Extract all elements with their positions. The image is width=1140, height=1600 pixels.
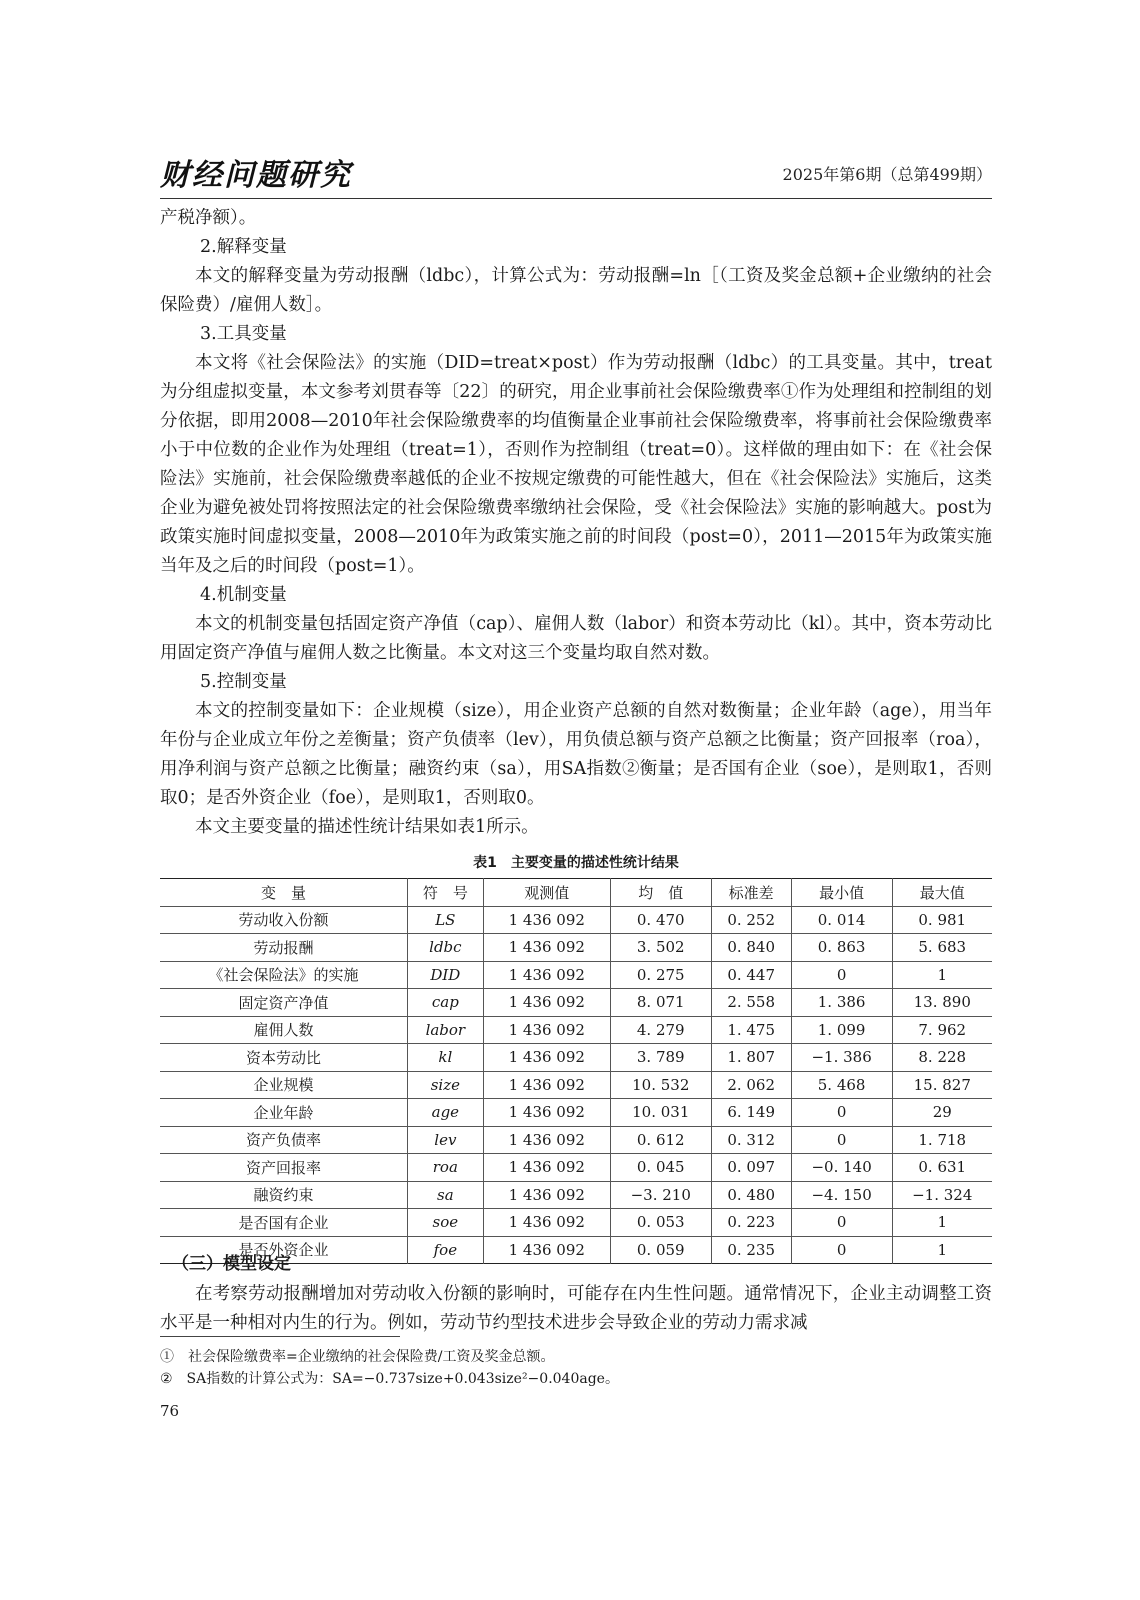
subsection-heading: 2.解释变量 — [200, 237, 287, 257]
table-cell: 1 436 092 — [483, 1236, 610, 1264]
table-cell: 1 — [892, 1236, 992, 1264]
table-cell: 0. 014 — [791, 906, 892, 934]
issue-info: 2025年第6期（总第499期） — [782, 165, 992, 184]
descriptive-stats-table — [160, 878, 992, 1264]
subsection-heading: 4.机制变量 — [200, 585, 287, 605]
paragraph: 本文的控制变量如下：企业规模（size），用企业资产总额的自然对数衡量；企业年龄（age），用当年年份与企业成立年份之差衡量；资产负债率（lev），用负债总额与资产总额之比衡量；资产回报率（roa），用净利润与资产总额之比衡量；融资约束（sa），用SA指数②衡量；是否国有企业（soe），是则取1，否则取0；是否外资企业（foe），是则取1，否则取0。 — [160, 701, 992, 808]
table-cell: 0. 447 — [711, 961, 791, 989]
table-cell: 0. 059 — [610, 1236, 711, 1264]
table-row — [160, 989, 992, 1017]
table-cell: 0. 631 — [892, 1154, 992, 1182]
table-cell: 资产负债率 — [160, 1126, 408, 1154]
table-cell: 4. 279 — [610, 1016, 711, 1044]
table-cell: 1 436 092 — [483, 1181, 610, 1209]
table-cell: 1 436 092 — [483, 934, 610, 962]
table-cell: 0. 053 — [610, 1209, 711, 1237]
body-text — [160, 204, 992, 842]
table-cell: 劳动收入份额 — [160, 906, 408, 934]
table-cell: age — [408, 1099, 484, 1127]
table-cell: 1. 386 — [791, 989, 892, 1017]
stats-table-block — [160, 852, 992, 1264]
table-cell: 是否国有企业 — [160, 1209, 408, 1237]
footnotes — [160, 1346, 619, 1390]
section-paragraph: 在考察劳动报酬增加对劳动收入份额的影响时，可能存在内生性问题。通常情况下，企业主动调整工资水平是一种相对内生的行为。例如，劳动节约型技术进步会导致企业的劳动力需求减 — [160, 1284, 992, 1333]
table-cell: 0 — [791, 1236, 892, 1264]
table-cell: 0. 045 — [610, 1154, 711, 1182]
column-header: 变 量 — [160, 879, 408, 907]
journal-logo: 财经问题研究 — [160, 158, 352, 193]
table-cell: 资本劳动比 — [160, 1044, 408, 1072]
table-row — [160, 1071, 992, 1099]
footnote: ① 社会保险缴费率=企业缴纳的社会保险费/工资及奖金总额。 — [160, 1349, 555, 1365]
table-cell: 资产回报率 — [160, 1154, 408, 1182]
column-header: 符 号 — [408, 879, 484, 907]
table-cell: foe — [408, 1236, 484, 1264]
paragraph: 本文将《社会保险法》的实施（DID=treat×post）作为劳动报酬（ldbc）的工具变量。其中，treat为分组虚拟变量，本文参考刘贯春等〔22〕的研究，用企业事前社会保险缴费率①作为处理组和控制组的划分依据，即用2008—2010年社会保险缴费率的均值衡量企业事前社会保险缴费率，将事前社会保险缴费率小于中位数的企业作为处理组（treat=1），否则作为控制组（treat=0）。这样做的理由如下：在《社会保险法》实施前，社会保险缴费率越低的企业不按规定缴费的可能性越大，但在《社会保险法》实施后，这类企业为避免被处罚将按照法定的社会保险缴费率缴纳社会保险，受《社会保险法》实施的影响越大。post为政策实施时间虚拟变量，2008—2010年为政策实施之前的时间段（post=0），2011—2015年为政策实施当年及之后的时间段（post=1）。 — [160, 353, 992, 576]
column-header: 标准差 — [711, 879, 791, 907]
footnote: ② SA指数的计算公式为：SA=−0.737size+0.043size²−0.040age。 — [160, 1371, 619, 1387]
table-cell: 15. 827 — [892, 1071, 992, 1099]
table-cell: 8. 071 — [610, 989, 711, 1017]
table-cell: 1 436 092 — [483, 1044, 610, 1072]
table-cell: 1. 099 — [791, 1016, 892, 1044]
table-cell: 3. 789 — [610, 1044, 711, 1072]
table-cell: 10. 031 — [610, 1099, 711, 1127]
column-header: 最小值 — [791, 879, 892, 907]
table-cell: 0. 480 — [711, 1181, 791, 1209]
table-cell: −3. 210 — [610, 1181, 711, 1209]
footnote-rule — [160, 1336, 400, 1337]
table-cell: 13. 890 — [892, 989, 992, 1017]
table-row — [160, 1099, 992, 1127]
table-cell: 固定资产净值 — [160, 989, 408, 1017]
table-cell: 企业年龄 — [160, 1099, 408, 1127]
table-cell: 0. 235 — [711, 1236, 791, 1264]
table-row — [160, 1181, 992, 1209]
column-header: 最大值 — [892, 879, 992, 907]
table-cell: DID — [408, 961, 484, 989]
table-cell: 0. 840 — [711, 934, 791, 962]
table-cell: 1 436 092 — [483, 961, 610, 989]
table-cell: roa — [408, 1154, 484, 1182]
column-header: 均 值 — [610, 879, 711, 907]
paragraph: 本文主要变量的描述性统计结果如表1所示。 — [195, 817, 539, 837]
table-row — [160, 1044, 992, 1072]
table-cell: ldbc — [408, 934, 484, 962]
table-cell: 1 436 092 — [483, 1071, 610, 1099]
table-cell: 0. 097 — [711, 1154, 791, 1182]
table-cell: 0. 223 — [711, 1209, 791, 1237]
subsection-heading: 3.工具变量 — [200, 324, 287, 344]
table-cell: 0. 863 — [791, 934, 892, 962]
table-cell: 是否外资企业 — [160, 1236, 408, 1264]
table-cell: 1 436 092 — [483, 989, 610, 1017]
table-row — [160, 1209, 992, 1237]
table-cell: 2. 558 — [711, 989, 791, 1017]
table-cell: 1 436 092 — [483, 906, 610, 934]
table-cell: 0. 252 — [711, 906, 791, 934]
table-cell: 雇佣人数 — [160, 1016, 408, 1044]
table-cell: lev — [408, 1126, 484, 1154]
paragraph: 产税净额）。 — [160, 208, 257, 228]
table-cell: 2. 062 — [711, 1071, 791, 1099]
table-cell: 融资约束 — [160, 1181, 408, 1209]
table-cell: 1. 718 — [892, 1126, 992, 1154]
table-cell: −1. 324 — [892, 1181, 992, 1209]
table-cell: 劳动报酬 — [160, 934, 408, 962]
paragraph: 本文的机制变量包括固定资产净值（cap）、雇佣人数（labor）和资本劳动比（kl）。其中，资本劳动比用固定资产净值与雇佣人数之比衡量。本文对这三个变量均取自然对数。 — [160, 614, 992, 663]
table-cell: 5. 683 — [892, 934, 992, 962]
table-cell: −4. 150 — [791, 1181, 892, 1209]
table-cell: 1. 807 — [711, 1044, 791, 1072]
table-cell: 1 — [892, 1209, 992, 1237]
table-cell: 3. 502 — [610, 934, 711, 962]
table-cell: LS — [408, 906, 484, 934]
subsection-heading: 5.控制变量 — [200, 672, 287, 692]
table-header-row — [160, 879, 992, 907]
table-cell: 企业规模 — [160, 1071, 408, 1099]
table-row — [160, 906, 992, 934]
table-cell: 0 — [791, 961, 892, 989]
table-cell: 29 — [892, 1099, 992, 1127]
table-title: 表1 主要变量的描述性统计结果 — [473, 855, 679, 871]
table-cell: 1 — [892, 961, 992, 989]
table-cell: 1. 475 — [711, 1016, 791, 1044]
table-cell: 《社会保险法》的实施 — [160, 961, 408, 989]
table-cell: size — [408, 1071, 484, 1099]
table-row — [160, 1016, 992, 1044]
table-cell: −1. 386 — [791, 1044, 892, 1072]
section-heading: （三）模型设定 — [172, 1254, 291, 1274]
model-section — [160, 1250, 992, 1338]
page-number: 76 — [160, 1402, 180, 1420]
table-cell: 0 — [791, 1209, 892, 1237]
table-cell: 8. 228 — [892, 1044, 992, 1072]
table-cell: 0 — [791, 1126, 892, 1154]
table-cell: 6. 149 — [711, 1099, 791, 1127]
column-header: 观测值 — [483, 879, 610, 907]
table-cell: 7. 962 — [892, 1016, 992, 1044]
table-cell: 1 436 092 — [483, 1154, 610, 1182]
paragraph: 本文的解释变量为劳动报酬（ldbc），计算公式为：劳动报酬=ln［（工资及奖金总额+企业缴纳的社会保险费）/雇佣人数］。 — [160, 266, 992, 315]
table-cell: 5. 468 — [791, 1071, 892, 1099]
table-row — [160, 1154, 992, 1182]
table-cell: 0 — [791, 1099, 892, 1127]
page-header — [160, 150, 992, 199]
table-cell: 1 436 092 — [483, 1209, 610, 1237]
table-cell: 1 436 092 — [483, 1126, 610, 1154]
table-cell: kl — [408, 1044, 484, 1072]
table-cell: soe — [408, 1209, 484, 1237]
table-cell: 0. 275 — [610, 961, 711, 989]
table-cell: 10. 532 — [610, 1071, 711, 1099]
table-cell: sa — [408, 1181, 484, 1209]
table-cell: 0. 470 — [610, 906, 711, 934]
table-row — [160, 934, 992, 962]
table-row — [160, 961, 992, 989]
table-cell: 1 436 092 — [483, 1016, 610, 1044]
table-cell: 0. 612 — [610, 1126, 711, 1154]
table-row — [160, 1126, 992, 1154]
table-cell: −0. 140 — [791, 1154, 892, 1182]
table-cell: 0. 981 — [892, 906, 992, 934]
table-cell: 1 436 092 — [483, 1099, 610, 1127]
table-cell: 0. 312 — [711, 1126, 791, 1154]
table-cell: cap — [408, 989, 484, 1017]
table-cell: labor — [408, 1016, 484, 1044]
